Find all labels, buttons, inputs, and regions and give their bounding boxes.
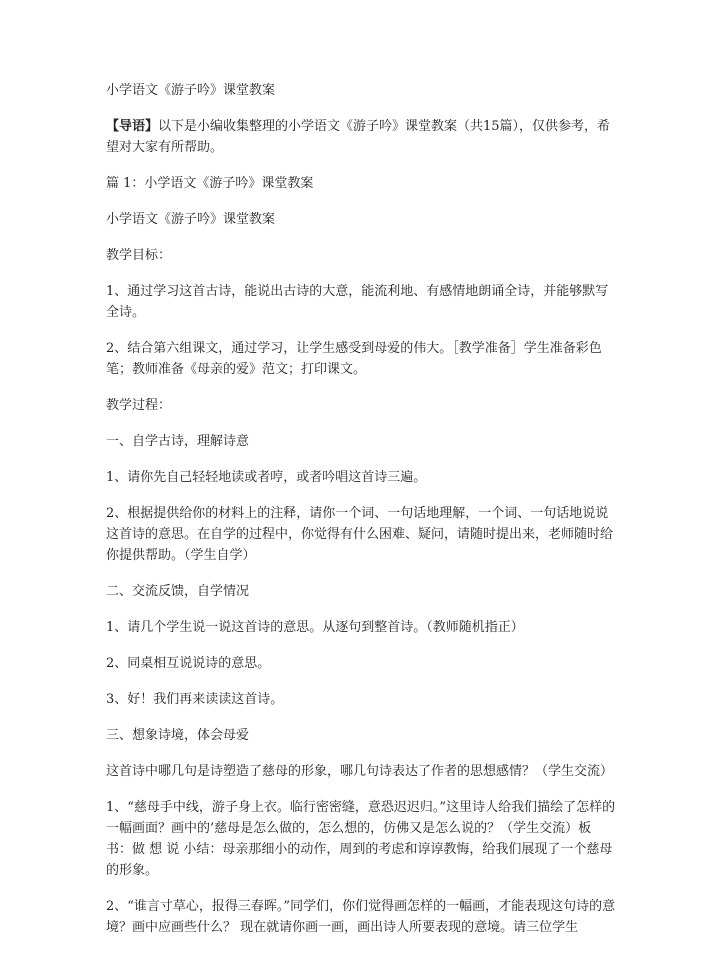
objective-item-1: 1、通过学习这首古诗，能说出古诗的大意，能流利地、有感情地朗诵全诗，并能够默写全诗。 bbox=[106, 284, 609, 320]
objectives-heading: 教学目标： bbox=[106, 248, 172, 263]
section-2-item-2: 2、同桌相互说说诗的意思。 bbox=[106, 656, 271, 671]
section-2-item-1: 1、请几个学生说一说这首诗的意思。从逐句到整首诗。（教师随机指正） bbox=[106, 620, 524, 635]
document-title: 小学语文《游子吟》课堂教案 bbox=[106, 83, 276, 98]
section-2-heading: 二、交流反馈，自学情况 bbox=[106, 584, 250, 599]
chapter-title: 小学语文《游子吟》课堂教案 bbox=[106, 212, 276, 227]
section-3-item-2: 2、“谁言寸草心，报得三春晖。”同学们，你们觉得画怎样的一幅画，才能表现这句诗的意境？画中应画些什么？ 现在就请你画一画，画出诗人所要表现的意境。请三位学生 bbox=[106, 899, 616, 935]
section-2-item-3: 3、好！我们再来读读这首诗。 bbox=[106, 692, 284, 707]
section-1-item-2: 2、根据提供给你的材料上的注释，请你一个词、一句话地理解，一个词、一句话地说说这首诗的意思。在自学的过程中，你觉得有什么困难、疑问，请随时提出来，老师随时给你提供帮助。（学生自学） bbox=[106, 506, 614, 563]
section-3-heading: 三、想象诗境，体会母爱 bbox=[106, 728, 250, 743]
document-page bbox=[106, 80, 616, 953]
intro-tag: 【导语】 bbox=[106, 119, 159, 134]
section-3-item-1: 1、“慈母手中线，游子身上衣。临行密密缝，意恐迟迟归。”这里诗人给我们描绘了怎样的一幅画面？画中的’慈母是怎么做的，怎么想的，仿佛又是怎么说的？（学生交流）板书：做 想 说 小结：母亲那细小的动作，周到的考虑和谆谆教悔，给我们展现了一个慈母的形象。 bbox=[106, 800, 616, 878]
intro-text: 以下是小编收集整理的小学语文《游子吟》课堂教案（共15篇），仅供参考，希望对大家有所帮助。 bbox=[106, 119, 611, 155]
section-3-question: 这首诗中哪几句是诗塑造了慈母的形象，哪几句诗表达了作者的思想感情？（学生交流） bbox=[106, 764, 614, 779]
intro-paragraph bbox=[106, 116, 616, 158]
section-1-item-1: 1、请你先自己轻轻地读或者哼，或者吟唱这首诗三遍。 bbox=[106, 470, 427, 485]
chapter-heading: 篇 1：小学语文《游子吟》课堂教案 bbox=[106, 176, 314, 191]
process-heading: 教学过程： bbox=[106, 398, 172, 413]
objective-item-2: 2、结合第六组课文，通过学习，让学生感受到母爱的伟大。［教学准备］学生准备彩色笔；教师准备《母亲的爱》范文；打印课文。 bbox=[106, 341, 602, 377]
section-1-heading: 一、自学古诗，理解诗意 bbox=[106, 434, 250, 449]
